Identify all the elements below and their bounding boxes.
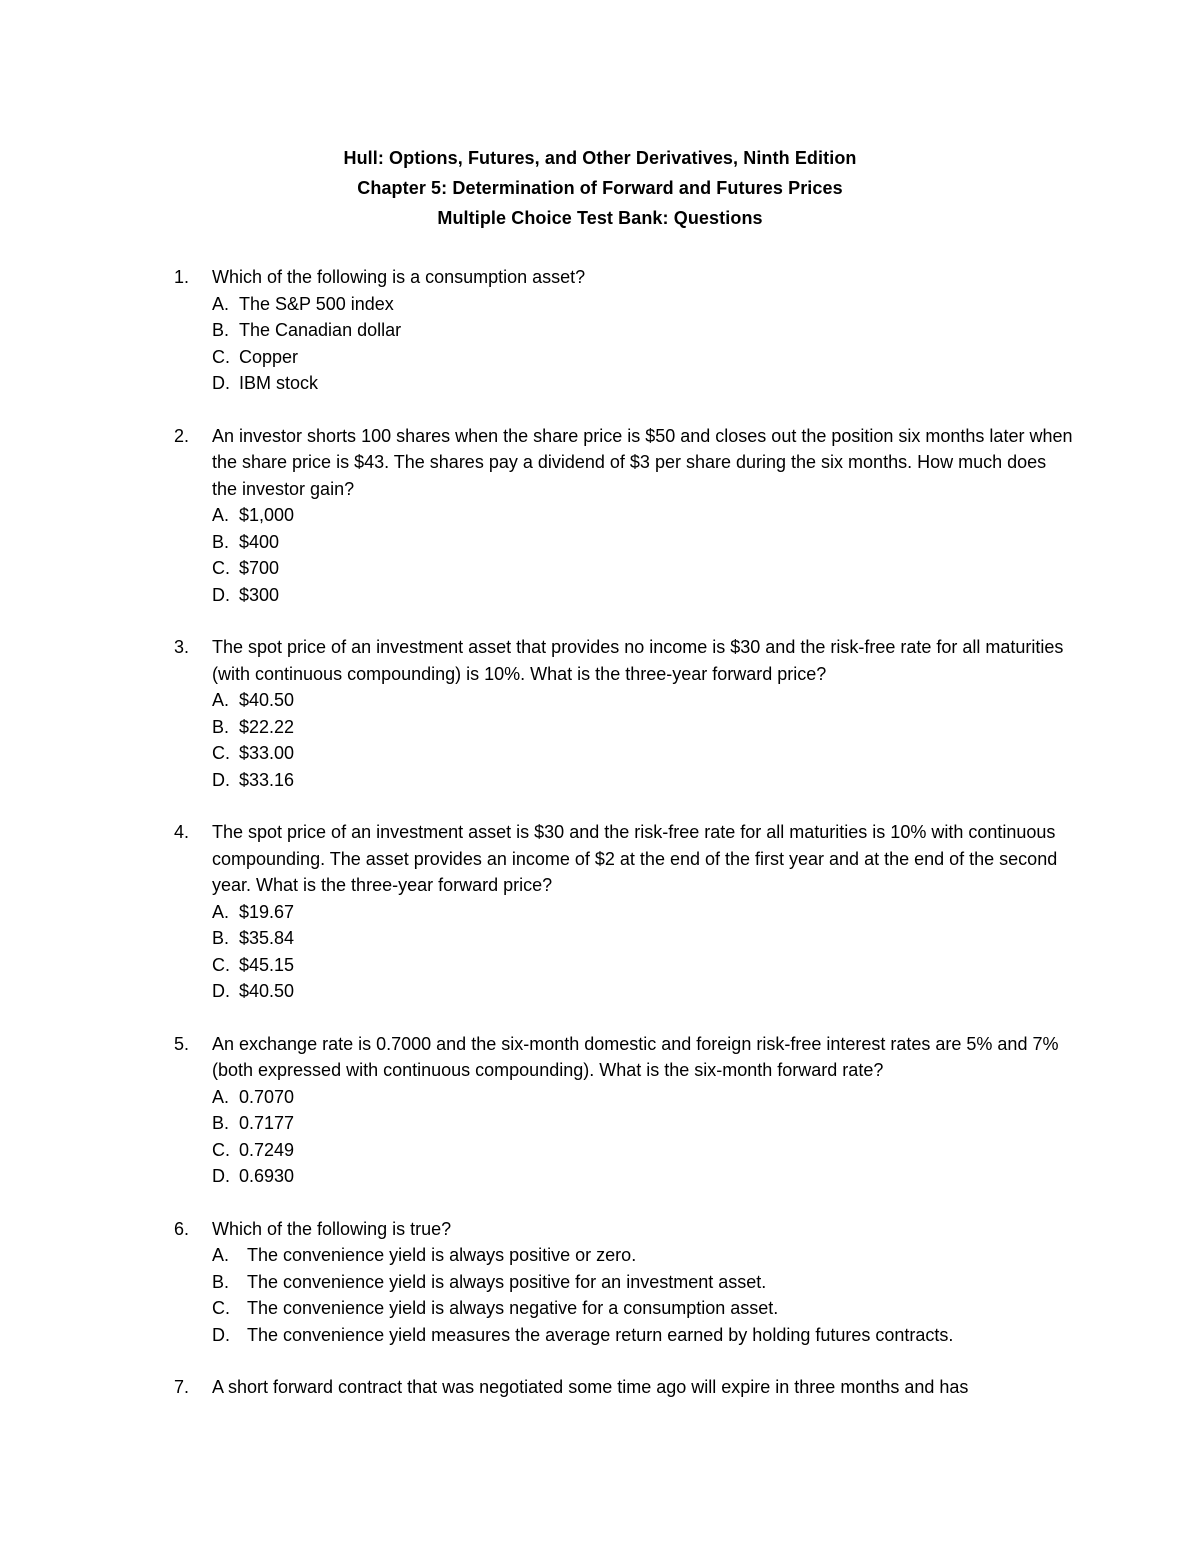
option-letter: A. (212, 505, 230, 525)
option-a (212, 502, 1074, 529)
option-text: The S&P 500 index (239, 293, 394, 314)
option-text: The convenience yield is always positive or zero. (247, 1245, 637, 1265)
option-letter: C. (212, 558, 230, 578)
option-a (212, 687, 1074, 714)
question-number: 5. (174, 1033, 190, 1054)
option-letter: B. (212, 716, 230, 737)
option-letter: B. (212, 320, 230, 340)
option-text: $40.50 (239, 981, 295, 1001)
question-text: Which of the following is a consumption asset? (212, 267, 586, 287)
option-letter: D. (212, 981, 230, 1001)
question-text: Which of the following is true? (212, 1218, 452, 1239)
option-letter: D. (212, 584, 230, 605)
option-letter: A. (212, 690, 230, 710)
question-number: 2. (174, 425, 190, 446)
question-number: 6. (174, 1218, 190, 1239)
option-text: $33.00 (239, 743, 295, 763)
option-text: $33.16 (239, 769, 295, 790)
option-a (212, 1084, 1074, 1111)
option-text: IBM stock (239, 373, 319, 393)
option-letter: B. (212, 531, 230, 552)
option-text: 0.7249 (239, 1139, 295, 1160)
question-4 (174, 819, 1074, 1005)
option-letter: D. (212, 1166, 230, 1186)
option-text: $35.84 (239, 928, 295, 948)
option-text: 0.6930 (239, 1166, 295, 1186)
option-text: $300 (239, 584, 280, 605)
question-number: 3. (174, 637, 190, 657)
option-a (212, 291, 1074, 318)
option-letter: C. (212, 1298, 230, 1318)
question-7 (174, 1374, 1074, 1401)
question-3 (174, 634, 1074, 793)
question-text: A short forward contract that was negotiated some time ago will expire in three months and has (212, 1377, 969, 1397)
option-text: Copper (239, 346, 299, 367)
option-letter: B. (212, 928, 230, 948)
option-letter: C. (212, 346, 230, 367)
question-5 (174, 1031, 1074, 1190)
option-d (212, 978, 1074, 1005)
option-letter: D. (212, 1324, 230, 1345)
option-c (212, 740, 1074, 767)
option-d (212, 370, 1074, 397)
option-b (212, 1110, 1074, 1137)
option-text: The Canadian dollar (239, 320, 402, 340)
question-number: 4. (174, 822, 190, 842)
option-text: $1,000 (239, 505, 295, 525)
option-text: The convenience yield is always negative for a consumption asset. (247, 1298, 779, 1318)
question-text: An investor shorts 100 shares when the share price is $50 and closes out the position six months later when the share price is $43. The shares pay a dividend of $3 per share during the six months. How much does the investor gain? (212, 425, 1073, 499)
option-c (212, 952, 1074, 979)
option-text: 0.7070 (239, 1086, 295, 1107)
option-a (212, 899, 1074, 926)
book-title: Hull: Options, Futures, and Other Derivatives, Ninth Edition (343, 148, 857, 168)
option-b (212, 529, 1074, 556)
option-text: $22.22 (239, 716, 295, 737)
option-text: 0.7177 (239, 1113, 295, 1133)
option-text: $40.50 (239, 690, 295, 710)
option-d (212, 767, 1074, 794)
question-6 (174, 1216, 1074, 1349)
test-bank-title: Multiple Choice Test Bank: Questions (437, 208, 763, 228)
question-text: The spot price of an investment asset is $30 and the risk-free rate for all maturities is 10% with continuous compounding. The asset provides an income of $2 at the end of the first year and at the end of the second year. What is the three-year forward price? (212, 822, 1058, 895)
question-list (174, 264, 1074, 1427)
option-letter: A. (212, 1245, 230, 1265)
option-text: The convenience yield is always positive for an investment asset. (247, 1271, 767, 1292)
option-d (212, 1163, 1074, 1190)
chapter-title: Chapter 5: Determination of Forward and Futures Prices (357, 178, 843, 198)
question-2 (174, 423, 1074, 609)
option-letter: A. (212, 1086, 230, 1107)
option-c (212, 344, 1074, 371)
option-d (212, 582, 1074, 609)
option-c (212, 555, 1074, 582)
option-text: $700 (239, 558, 280, 578)
option-letter: C. (212, 1139, 230, 1160)
option-letter: A. (212, 293, 230, 314)
option-text: $400 (239, 531, 280, 552)
question-text: The spot price of an investment asset that provides no income is $30 and the risk-free rate for all maturities (with continuous compounding) is 10%. What is the three-year forward price? (212, 637, 1064, 684)
question-text: An exchange rate is 0.7000 and the six-month domestic and foreign risk-free interest rates are 5% and 7% (both expressed with continuous compounding). What is the six-month forward rate? (212, 1033, 1059, 1080)
option-letter: B. (212, 1271, 230, 1292)
option-text: $45.15 (239, 954, 295, 975)
option-b (212, 1269, 1074, 1296)
option-letter: D. (212, 769, 230, 790)
option-c (212, 1137, 1074, 1164)
option-text: The convenience yield measures the average return earned by holding futures contracts. (247, 1324, 954, 1345)
question-number: 1. (174, 267, 190, 287)
option-b (212, 317, 1074, 344)
question-number: 7. (174, 1377, 190, 1397)
option-c (212, 1295, 1074, 1322)
option-d (212, 1322, 1074, 1349)
option-letter: A. (212, 901, 230, 922)
option-letter: C. (212, 954, 230, 975)
option-text: $19.67 (239, 901, 295, 922)
question-1 (174, 264, 1074, 397)
option-letter: B. (212, 1113, 230, 1133)
option-letter: C. (212, 743, 230, 763)
option-b (212, 714, 1074, 741)
option-letter: D. (212, 373, 230, 393)
option-b (212, 925, 1074, 952)
document-header (0, 143, 1200, 233)
option-a (212, 1242, 1074, 1269)
